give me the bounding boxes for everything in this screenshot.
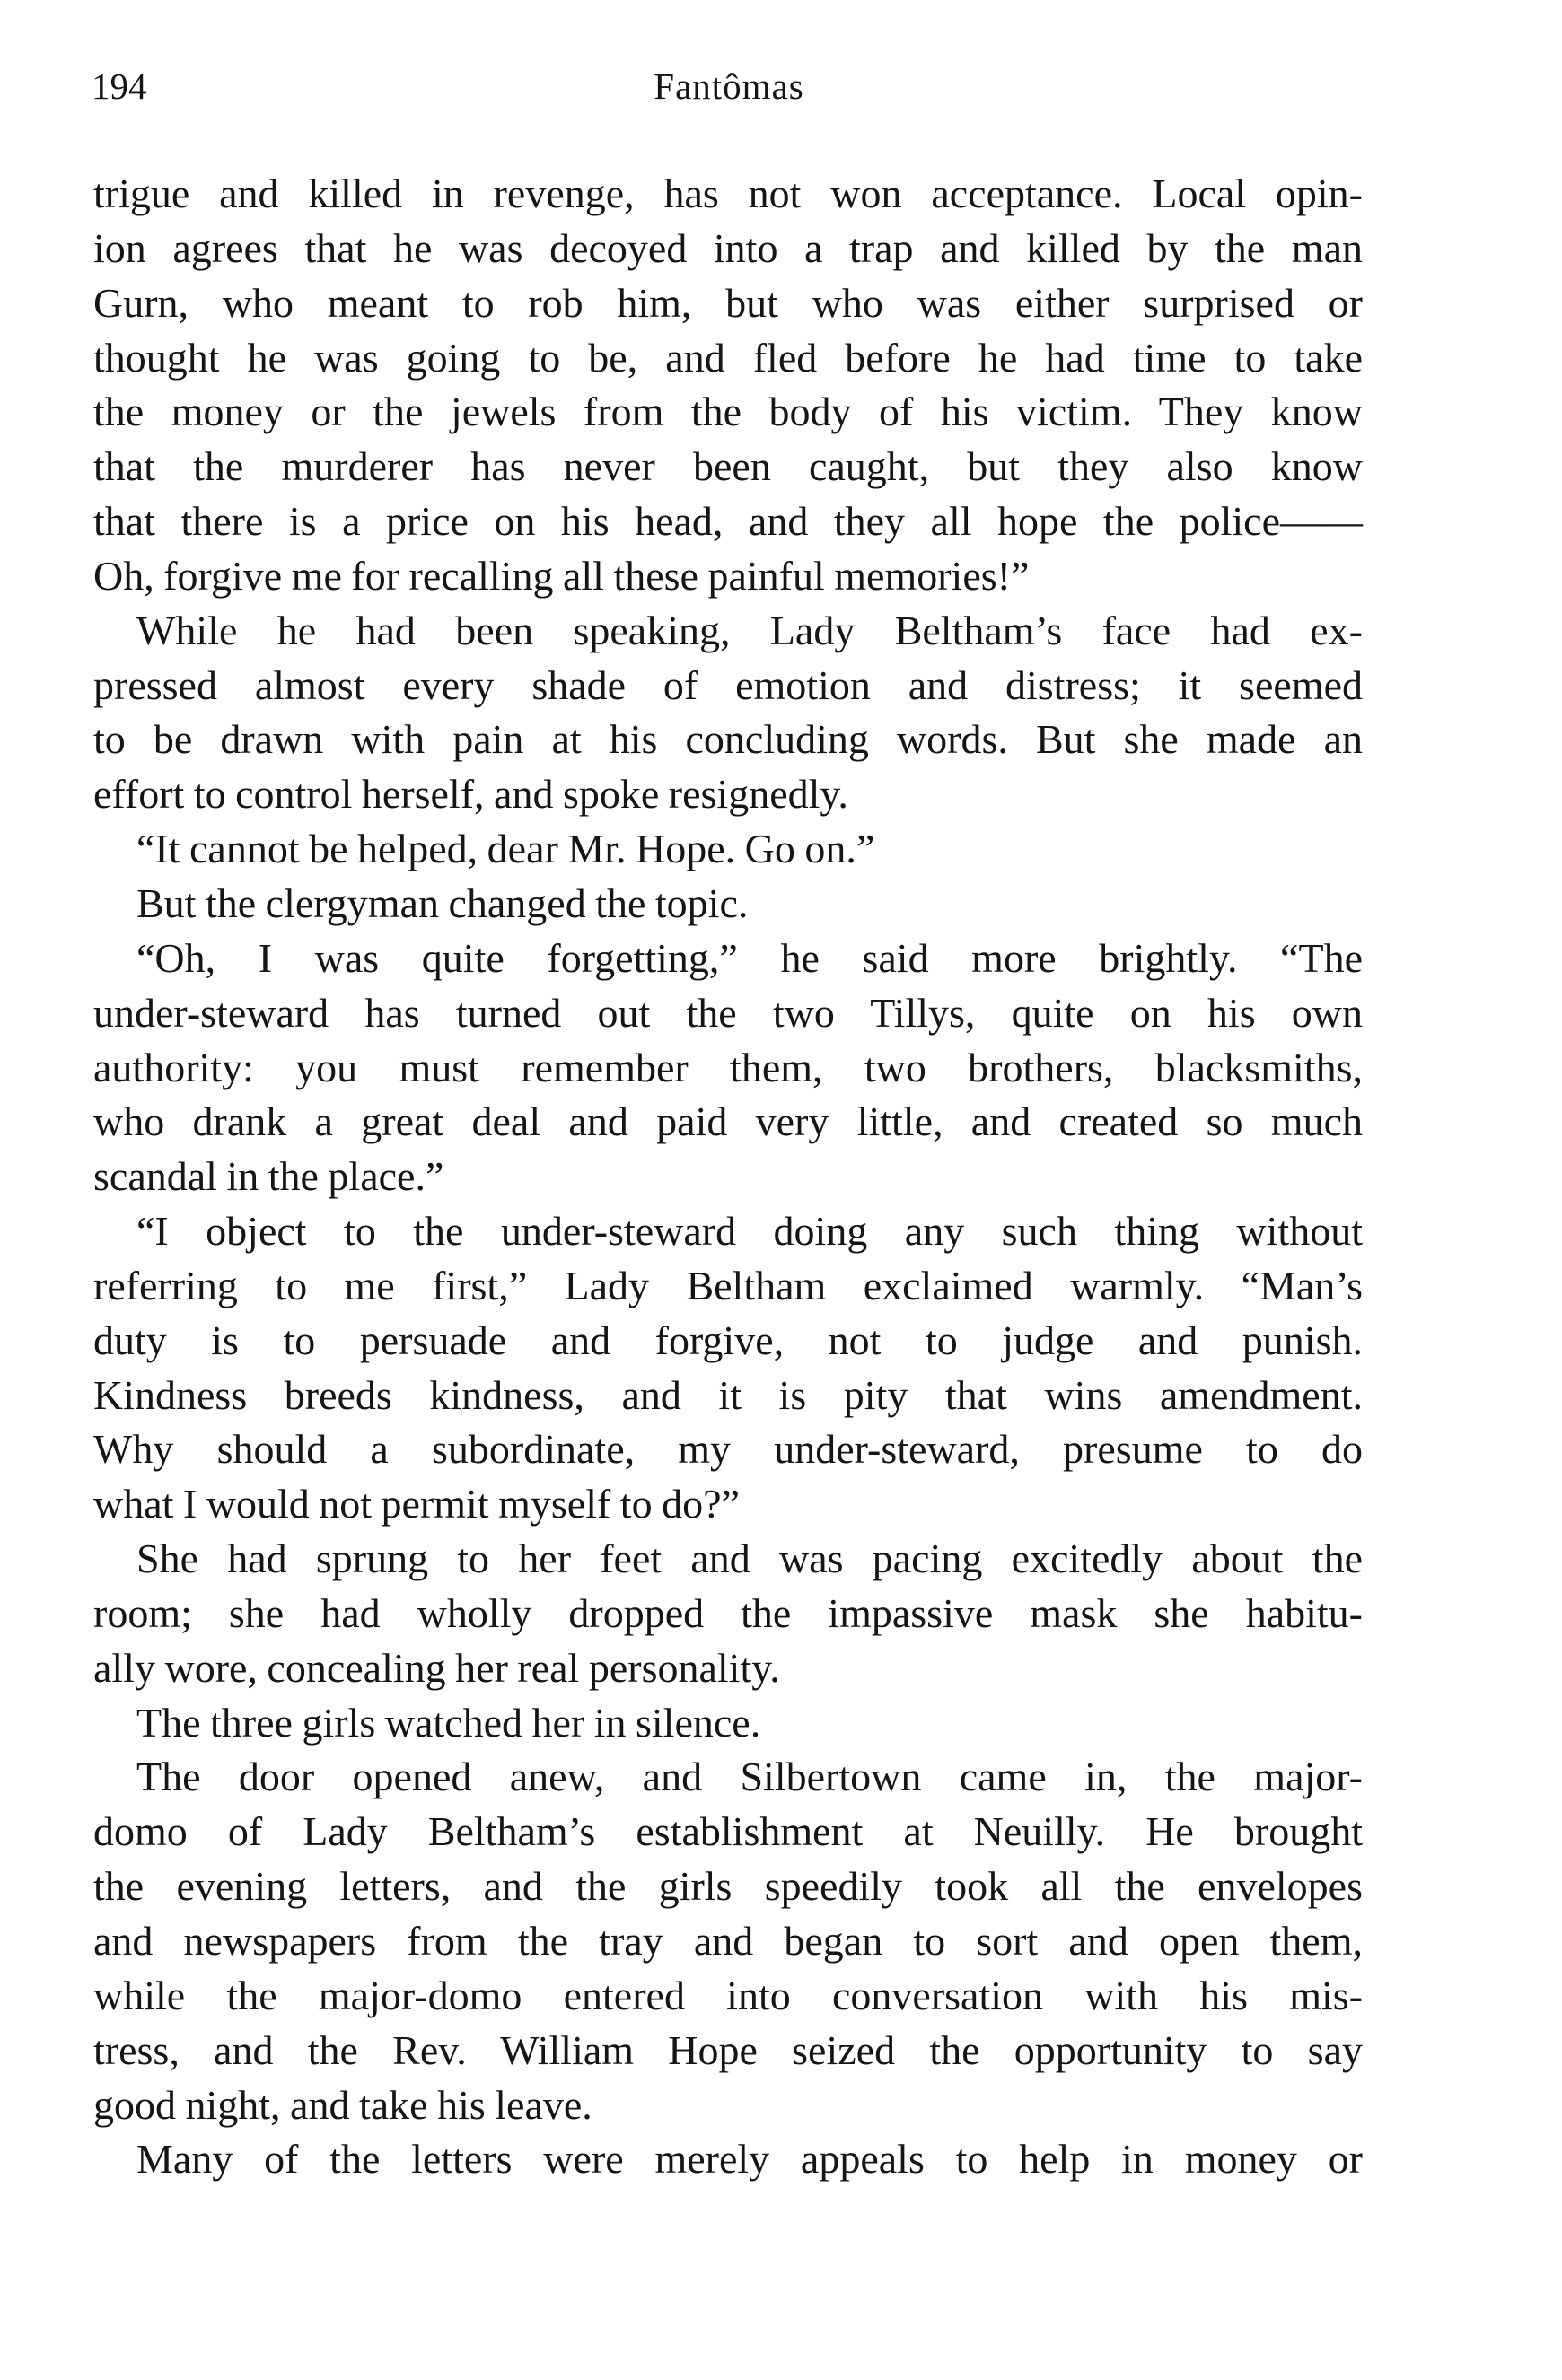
text-line: trigue and killed in revenge, has not won acceptance. Local opin- — [93, 171, 1363, 216]
text-line: effort to control herself, and spoke resignedly. — [93, 771, 848, 818]
text-line: domo of Lady Beltham’s establishment at Neuilly. He brought — [93, 1808, 1363, 1855]
text-line: The door opened anew, and Silbertown came in, the major- — [136, 1754, 1363, 1800]
text-line: pressed almost every shade of emotion and distress; it seemed — [93, 661, 1363, 708]
text-line: duty is to persuade and forgive, not to judge and punish. — [93, 1317, 1363, 1363]
text-line: room; she had wholly dropped the impassive mask she habitu- — [93, 1589, 1363, 1636]
text-line: authority: you must remember them, two brothers, blacksmiths, — [93, 1044, 1363, 1090]
text-line: thought he was going to be, and fled before he had time to take — [93, 334, 1363, 381]
text-line: “I object to the under-steward doing any such thing without — [136, 1208, 1363, 1255]
page-number: 194 — [92, 66, 147, 107]
text-line: who drank a great deal and paid very little, and created so much — [93, 1098, 1363, 1145]
text-line: referring to me first,” Lady Beltham exclaimed warmly. “Man’s — [93, 1262, 1363, 1308]
text-line: good night, and take his leave. — [93, 2081, 592, 2128]
running-title: Fantômas — [654, 66, 804, 107]
text-line: that there is a price on his head, and they all hope the police—— — [93, 498, 1363, 545]
text-line: ion agrees that he was decoyed into a trap and killed by the man — [93, 224, 1363, 271]
text-line: She had sprung to her feet and was pacing excitedly about the — [136, 1536, 1363, 1582]
text-line: Many of the letters were merely appeals to help in money or — [136, 2136, 1363, 2183]
text-line: “Oh, I was quite forgetting,” he said more brightly. “The — [136, 934, 1363, 981]
text-line: tress, and the Rev. William Hope seized the opportunity to say — [93, 2026, 1363, 2073]
text-line: “It cannot be helped, dear Mr. Hope. Go on.” — [136, 826, 875, 872]
text-line: that the murderer has never been caught, but they also know — [93, 443, 1363, 490]
text-line: Kindness breeds kindness, and it is pity that wins amendment. — [93, 1371, 1363, 1418]
text-line: ally wore, concealing her real personality. — [93, 1644, 780, 1691]
text-line: While he had been speaking, Lady Beltham’s face had ex- — [136, 607, 1363, 653]
text-line: under-steward has turned out the two Tillys, quite on his own — [93, 989, 1363, 1036]
text-line: But the clergyman changed the topic. — [136, 879, 749, 926]
text-line: The three girls watched her in silence. — [136, 1699, 761, 1746]
text-line: while the major-domo entered into conversation with his mis- — [93, 1972, 1363, 2018]
text-line: scandal in the place.” — [93, 1153, 444, 1200]
text-line: Why should a subordinate, my under-steward, presume to do — [93, 1426, 1363, 1473]
text-line: what I would not permit myself to do?” — [93, 1481, 740, 1527]
text-line: the money or the jewels from the body of his victim. They know — [93, 389, 1363, 435]
text-line: to be drawn with pain at his concluding words. But she made an — [93, 716, 1363, 763]
text-line: and newspapers from the tray and began to sort and open them, — [93, 1918, 1363, 1964]
text-line: the evening letters, and the girls speedily took all the envelopes — [93, 1863, 1363, 1910]
text-line: Gurn, who meant to rob him, but who was either surprised or — [93, 279, 1363, 326]
page-header — [92, 59, 1366, 113]
body-text — [93, 167, 1363, 2187]
text-line: Oh, forgive me for recalling all these painful memories!” — [93, 552, 1030, 599]
